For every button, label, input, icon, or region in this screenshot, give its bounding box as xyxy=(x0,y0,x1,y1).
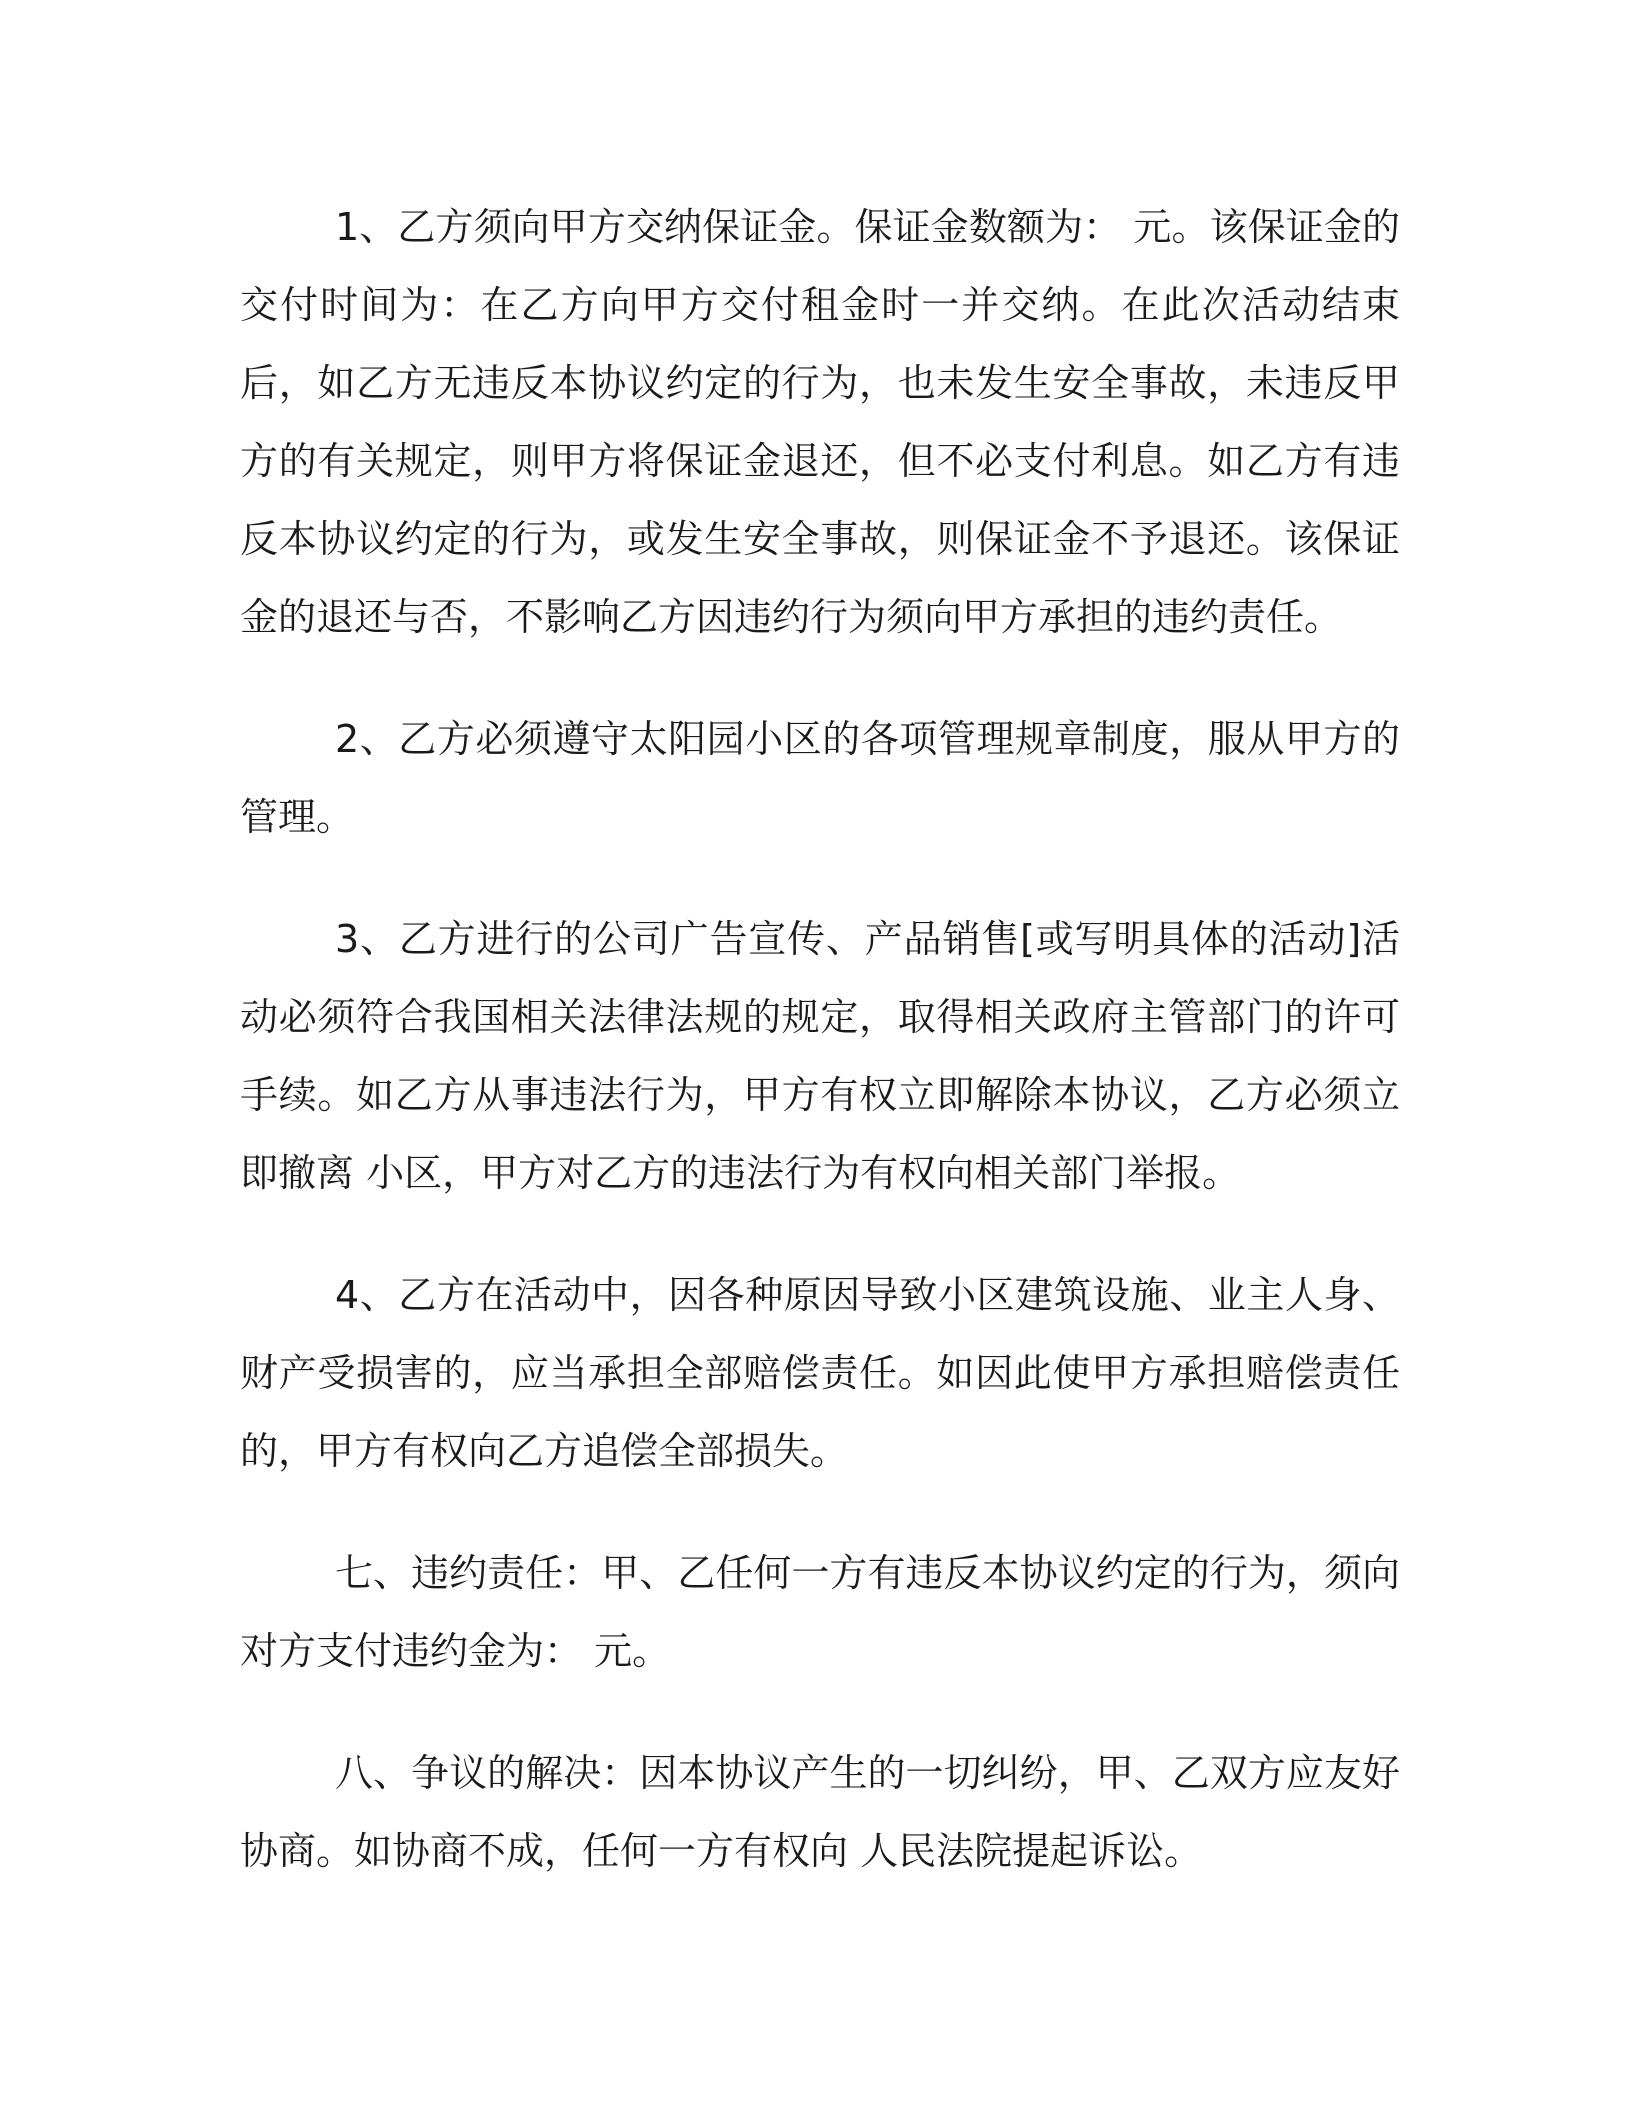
clause-4-paragraph: 4、乙方在活动中，因各种原因导致小区建筑设施、业主人身、财产受损害的，应当承担全部赔偿责任。如因此使甲方承担赔偿责任的，甲方有权向乙方追偿全部损失。 xyxy=(240,1273,1400,1473)
dispute-resolution-paragraph: 八、争议的解决：因本协议产生的一切纠纷，甲、乙双方应友好协商。如协商不成，任何一方有权向 人民法院提起诉讼。 xyxy=(240,1751,1400,1873)
clause-1-paragraph: 1、乙方须向甲方交纳保证金。保证金数额为： 元。该保证金的交付时间为：在乙方向甲方交付租金时一并交纳。在此次活动结束后，如乙方无违反本协议约定的行为，也未发生安全事故，未违反甲方的有关规定，则甲方将保证金退还，但不必支付利息。如乙方有违反本协议约定的行为，或发生安全事故，则保证金不予退还。该保证金的退还与否，不影响乙方因违约行为须向甲方承担的违约责任。 xyxy=(240,205,1400,639)
document-body xyxy=(240,188,1400,1934)
clause-3-paragraph: 3、乙方进行的公司广告宣传、产品销售[或写明具体的活动]活动必须符合我国相关法律法规的规定，取得相关政府主管部门的许可手续。如乙方从事违法行为，甲方有权立即解除本协议，乙方必须立即撤离 小区，甲方对乙方的违法行为有权向相关部门举报。 xyxy=(240,917,1400,1195)
breach-liability-paragraph: 七、违约责任：甲、乙任何一方有违反本协议约定的行为，须向对方支付违约金为： 元。 xyxy=(240,1551,1400,1673)
clause-2-paragraph: 2、乙方必须遵守太阳园小区的各项管理规章制度，服从甲方的管理。 xyxy=(240,717,1400,839)
